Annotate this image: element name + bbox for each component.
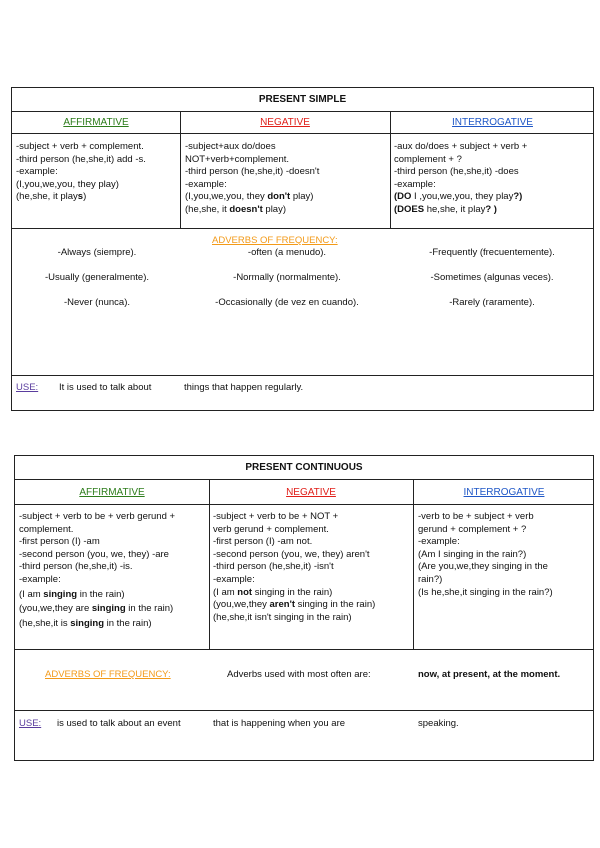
rule-line: -third person (he,she,it) -does [394,166,519,178]
rule-line: -example: [16,166,58,178]
rule-line: -third person (he,she,it) -is. [19,561,133,573]
rule-line: -verb to be + subject + verb [418,511,534,522]
example-line: (he,she,it is singing in the rain) [19,617,152,629]
adverbs-text: Adverbs used with most often are: [227,669,371,680]
rule-line: verb gerund + complement. [213,523,329,535]
rule-line: -example: [394,178,436,190]
use-text: speaking. [418,718,459,729]
rule-line: complement. [19,523,74,535]
example-line: (Am I singing in the rain?) [418,548,527,560]
use-text: things that happen regularly. [184,382,304,393]
rule-line: -third person (he,she,it) -doesn't [185,166,320,178]
example-line: (I am not singing in the rain) [213,586,333,598]
use-label: USE: [16,382,39,393]
example-line: (you,we,they are singing in the rain) [19,603,174,615]
example-line: rain?) [418,573,443,585]
adverb-item: -Rarely (raramente). [449,297,535,308]
negative-header: NEGATIVE [260,117,310,128]
rule-line: -example: [185,178,227,190]
use-text: that is happening when you are [213,718,346,729]
adverb-item: -Sometimes (algunas veces). [430,272,554,283]
rule-line: -subject + verb to be + verb gerund + [19,511,176,522]
interrogative-header: INTERROGATIVE [463,487,545,498]
rule-line: -example: [418,536,460,548]
adverb-item: -often (a menudo). [247,247,327,258]
rule-line: -second person (you, we, they) -are [19,548,169,560]
example-line: (he,she, it doesn't play) [185,203,286,215]
negative-rules [185,141,319,217]
example-line: (I am singing in the rain) [19,588,125,600]
negative-rules [213,511,375,624]
adverbs-examples: now, at present, at the moment. [418,669,561,680]
example-line: (Are you,we,they singing in the [418,561,548,573]
rule-line: gerund + complement + ? [418,523,527,535]
rule-line: -subject+aux do/does [185,141,276,152]
adverb-item: -Normally (normalmente). [233,272,341,283]
rule-line: -third person (he,she,it) add -s. [16,153,146,165]
rule-line: -second person (you, we, they) aren't [213,548,370,560]
adverbs-title: ADVERBS OF FREQUENCY: [45,669,171,680]
present-simple-table [11,87,594,411]
rule-line: (I,you,we,you, they play) [16,178,119,190]
rule-line: -subject + verb + complement. [16,141,144,152]
negative-header: NEGATIVE [286,487,336,498]
rule-line: -first person (I) -am [19,536,100,548]
rule-line: -example: [213,573,255,585]
interrogative-header: INTERROGATIVE [452,117,533,128]
rule-line: -subject + verb to be + NOT + [213,511,339,522]
interrogative-rules [418,511,553,599]
present-simple-title: PRESENT SIMPLE [258,94,347,105]
adverb-item: -Always (siempre). [57,247,137,258]
example-line: (I,you,we,you, they don't play) [185,191,314,203]
adverb-item: -Usually (generalmente). [44,272,149,283]
adverb-item: -Occasionally (de vez en cuando). [215,297,359,308]
affirmative-rules [19,511,175,630]
adverb-item: -Never (nunca). [64,297,130,308]
use-label: USE: [19,718,42,729]
interrogative-rules [394,141,527,217]
example-line: (you,we,they aren't singing in the rain) [213,599,376,611]
example-line: (he,she, it plays) [16,191,87,203]
rule-line: complement + ? [394,153,462,165]
present-continuous-title: PRESENT CONTINUOUS [245,462,363,473]
rule-line: -aux do/does + subject + verb + [394,141,528,152]
example-line: (DOES he,she, it play? ) [394,203,497,215]
present-continuous-table [14,455,594,761]
rule-line: -example: [19,573,61,585]
use-text: is used to talk about an event [57,718,181,729]
example-line: (he,she,it isn't singing in the rain) [213,611,352,623]
adverbs-title: ADVERBS OF FREQUENCY: [212,235,338,246]
affirmative-rules [16,141,146,204]
rule-line: NOT+verb+complement. [185,153,290,165]
rule-line: -first person (I) -am not. [213,536,313,548]
example-line: (DO I ,you,we,you, they play?) [394,191,523,203]
adverb-item: -Frequently (frecuentemente). [429,247,555,258]
affirmative-header: AFFIRMATIVE [79,487,145,498]
affirmative-header: AFFIRMATIVE [63,117,129,128]
use-text: It is used to talk about [59,382,152,393]
example-line: (Is he,she,it singing in the rain?) [418,586,553,598]
rule-line: -third person (he,she,it) -isn't [213,561,334,573]
